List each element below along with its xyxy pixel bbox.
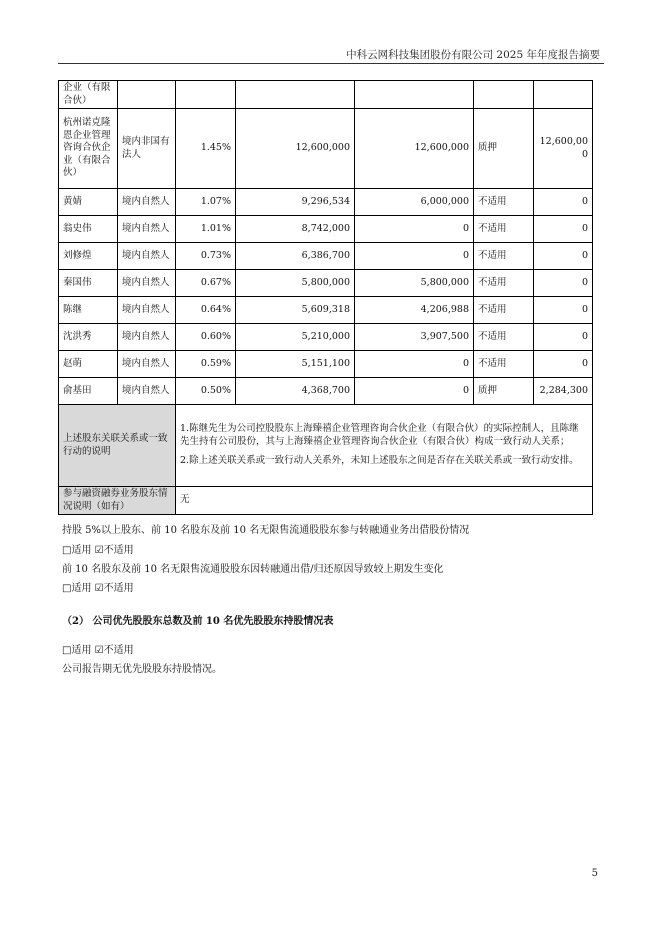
holder-name: 刘修煌 xyxy=(59,243,118,270)
shareholders-rows xyxy=(59,81,593,515)
holder-ratio: 0.50% xyxy=(176,378,236,405)
holder-restricted: 3,907,500 xyxy=(355,324,474,351)
holder-shares: 4,368,700 xyxy=(236,378,355,405)
holder-restricted: 6,000,000 xyxy=(355,189,474,216)
table-row xyxy=(59,243,593,270)
related-parties-text-1: 1.陈继先生为公司控股股东上海臻禧企业管理咨询合伙企业（有限合伙）的实际控制人，且陈继先生持有公司股份，其与上海臻禧企业管理咨询合伙企业（有限合伙）构成一致行动人关系； xyxy=(180,423,579,447)
holder-ratio: 1.07% xyxy=(176,189,236,216)
holder-status: 不适用 xyxy=(474,297,534,324)
holder-shares: 5,210,000 xyxy=(236,324,355,351)
related-parties-explanation xyxy=(176,405,593,487)
lending-title: 持股 5%以上股东、前 10 名股东及前 10 名无限售流通股股东参与转融通业务出借股份情况 xyxy=(62,525,470,536)
preferred-section-title: （2） 公司优先股股东总数及前 10 名优先股股东持股情况表 xyxy=(62,616,334,627)
holder-restricted: 0 xyxy=(355,378,474,405)
related-parties-label: 上述股东关联关系或一致行动的说明 xyxy=(59,405,176,487)
lending-option: □适用 ☑不适用 xyxy=(62,545,134,556)
holder-restricted: 0 xyxy=(355,351,474,378)
table-row xyxy=(59,81,593,109)
holder-nature: 境内自然人 xyxy=(118,378,176,405)
change-title: 前 10 名股东及前 10 名无限售流通股股东因转融通出借/归还原因导致较上期发生变化 xyxy=(62,564,444,575)
table-row xyxy=(59,189,593,216)
holder-ratio: 1.01% xyxy=(176,216,236,243)
holder-shares: 9,296,534 xyxy=(236,189,355,216)
holder-name: 沈洪秀 xyxy=(59,324,118,351)
holder-pledge: 0 xyxy=(534,189,593,216)
holder-status: 不适用 xyxy=(474,351,534,378)
holder-status: 质押 xyxy=(474,109,534,189)
report-header-title: 中科云网科技集团股份有限公司 2025 年年度报告摘要 xyxy=(346,49,600,61)
holder-pledge: 0 xyxy=(534,216,593,243)
holder-ratio: 0.73% xyxy=(176,243,236,270)
holder-status: 不适用 xyxy=(474,216,534,243)
holder-name: 陈继 xyxy=(59,297,118,324)
holder-name: 俞基田 xyxy=(59,378,118,405)
holder-name: 秦国伟 xyxy=(59,270,118,297)
related-parties-row xyxy=(59,405,593,487)
holder-ratio: 0.59% xyxy=(176,351,236,378)
holder-name: 黄婧 xyxy=(59,189,118,216)
holder-name: 企业（有限合伙） xyxy=(59,81,118,109)
holder-pledge: 2,284,300 xyxy=(534,378,593,405)
margin-trading-value: 无 xyxy=(176,487,593,515)
table-row xyxy=(59,324,593,351)
margin-trading-label: 参与融资融券业务股东情况说明（如有） xyxy=(59,487,176,515)
holder-restricted: 0 xyxy=(355,243,474,270)
holder-ratio xyxy=(176,81,236,109)
holder-ratio: 1.45% xyxy=(176,109,236,189)
holder-ratio: 0.60% xyxy=(176,324,236,351)
holder-restricted: 5,800,000 xyxy=(355,270,474,297)
related-parties-text-2: 2.除上述关联关系或一致行动人关系外，未知上述股东之间是否存在关联关系或一致行动安排。 xyxy=(180,455,579,467)
holder-nature: 境内自然人 xyxy=(118,189,176,216)
holder-status: 不适用 xyxy=(474,324,534,351)
header-divider xyxy=(58,63,604,64)
holder-nature: 境内自然人 xyxy=(118,324,176,351)
holder-pledge: 12,600,000 xyxy=(534,109,593,189)
holder-pledge: 0 xyxy=(534,351,593,378)
holder-shares xyxy=(236,81,355,109)
holder-status: 不适用 xyxy=(474,270,534,297)
margin-trading-row xyxy=(59,487,593,515)
preferred-note: 公司报告期无优先股股东持股情况。 xyxy=(62,664,222,675)
holder-nature: 境内非国有法人 xyxy=(118,109,176,189)
holder-nature: 境内自然人 xyxy=(118,297,176,324)
holder-name: 翁史伟 xyxy=(59,216,118,243)
holder-pledge: 0 xyxy=(534,270,593,297)
holder-shares: 6,386,700 xyxy=(236,243,355,270)
holder-nature xyxy=(118,81,176,109)
holder-status: 不适用 xyxy=(474,189,534,216)
table-row xyxy=(59,351,593,378)
holder-pledge: 0 xyxy=(534,243,593,270)
holder-pledge: 0 xyxy=(534,324,593,351)
holder-nature: 境内自然人 xyxy=(118,351,176,378)
holder-restricted: 4,206,988 xyxy=(355,297,474,324)
table-row xyxy=(59,270,593,297)
table-row xyxy=(59,297,593,324)
holder-ratio: 0.67% xyxy=(176,270,236,297)
holder-status: 质押 xyxy=(474,378,534,405)
table-row xyxy=(59,216,593,243)
holder-nature: 境内自然人 xyxy=(118,243,176,270)
holder-name: 赵萌 xyxy=(59,351,118,378)
change-option: □适用 ☑不适用 xyxy=(62,583,134,594)
holder-nature: 境内自然人 xyxy=(118,216,176,243)
holder-status xyxy=(474,81,534,109)
holder-pledge xyxy=(534,81,593,109)
holder-shares: 5,151,100 xyxy=(236,351,355,378)
holder-ratio: 0.64% xyxy=(176,297,236,324)
holder-shares: 8,742,000 xyxy=(236,216,355,243)
holder-nature: 境内自然人 xyxy=(118,270,176,297)
holder-restricted: 0 xyxy=(355,216,474,243)
holder-name: 杭州诺克隆恩企业管理咨询合伙企业（有限合伙） xyxy=(59,109,118,189)
page-number: 5 xyxy=(591,868,598,879)
holder-shares: 5,800,000 xyxy=(236,270,355,297)
preferred-option: □适用 ☑不适用 xyxy=(62,645,134,656)
holder-shares: 5,609,318 xyxy=(236,297,355,324)
table-row xyxy=(59,109,593,189)
table-row xyxy=(59,378,593,405)
holder-pledge: 0 xyxy=(534,297,593,324)
holder-restricted xyxy=(355,81,474,109)
holder-status: 不适用 xyxy=(474,243,534,270)
holder-restricted: 12,600,000 xyxy=(355,109,474,189)
holder-shares: 12,600,000 xyxy=(236,109,355,189)
shareholders-table xyxy=(58,80,593,515)
